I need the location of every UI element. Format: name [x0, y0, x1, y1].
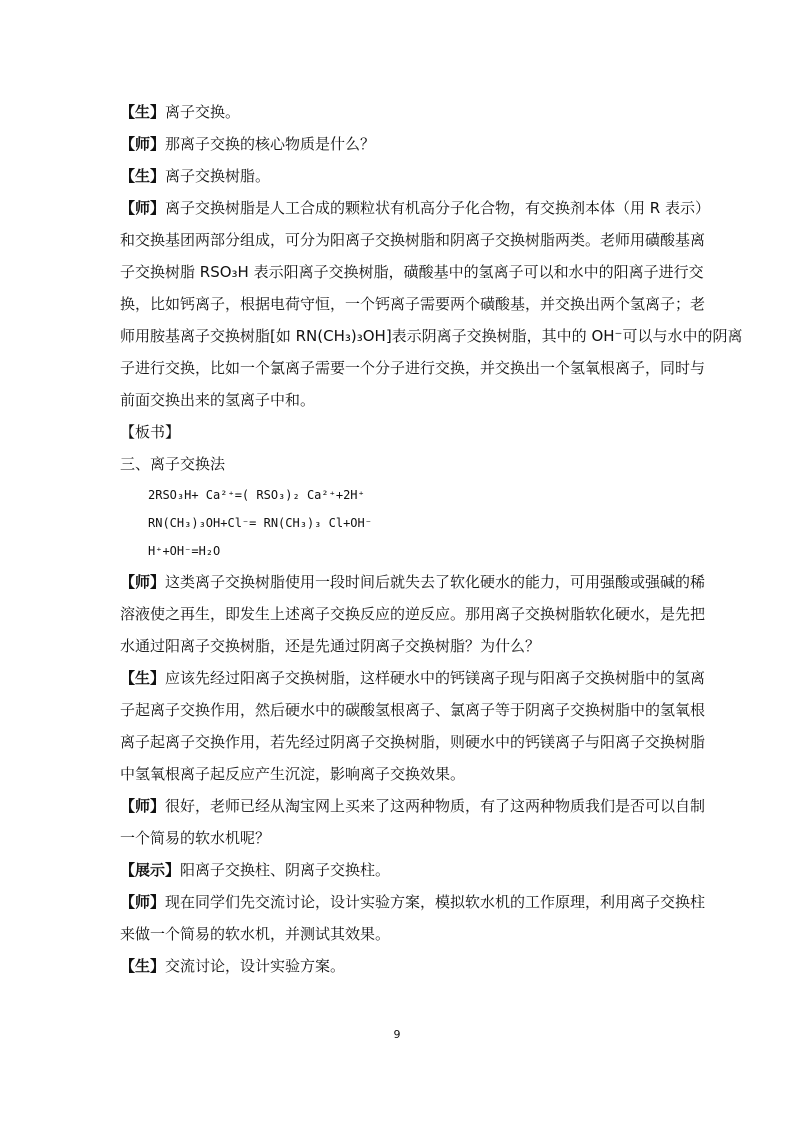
- dialogue-student-1: [120, 102, 240, 122]
- dialogue-show: [120, 860, 390, 880]
- dialogue-teacher-3: [120, 572, 705, 592]
- equation-3: H⁺+OH⁻=H₂O: [148, 544, 221, 558]
- dialogue-teacher-1: [120, 134, 375, 154]
- section-heading: 三、离子交换法: [120, 455, 226, 473]
- dialogue-text: 离子交换树脂。: [165, 167, 271, 185]
- paragraph-line: 子交换树脂 RSO₃H 表示阳离子交换树脂，磺酸基中的氢离子可以和水中的阳离子进行交: [120, 263, 704, 281]
- dialogue-text: 现在同学们先交流讨论，设计实验方案，模拟软水机的工作原理，利用离子交换柱: [165, 893, 706, 911]
- dialogue-teacher-4: [120, 796, 705, 816]
- dialogue-text: 离子交换树脂是人工合成的颗粒状有机高分子化合物，有交换剂本体（用 R 表示）: [165, 199, 710, 217]
- paragraph-line: 师用胺基离子交换树脂[如 RN(CH₃)₃OH]表示阴离子交换树脂，其中的 OH⁻可以与水中的阴离: [120, 327, 743, 345]
- role-label: 【生】: [120, 167, 166, 185]
- paragraph-line: 子起离子交换作用，然后硬水中的碳酸氢根离子、氯离子等于阴离子交换树脂中的氢氧根: [120, 701, 706, 719]
- dialogue-text: 那离子交换的核心物质是什么？: [165, 135, 376, 153]
- paragraph-line: 子进行交换，比如一个氯离子需要一个分子进行交换，并交换出一个氢氧根离子，同时与: [120, 359, 706, 377]
- dialogue-teacher-5: [120, 892, 705, 912]
- paragraph-line: 前面交换出来的氢离子中和。: [120, 391, 316, 409]
- role-label: 【生】: [120, 669, 166, 687]
- role-label: 【师】: [120, 893, 166, 911]
- role-label: 【生】: [120, 957, 166, 975]
- dialogue-text: 很好，老师已经从淘宝网上买来了这两种物质，有了这两种物质我们是否可以自制: [165, 797, 706, 815]
- role-label: 【师】: [120, 797, 166, 815]
- dialogue-student-2: [120, 166, 270, 186]
- paragraph-line: 一个简易的软水机呢？: [120, 829, 271, 847]
- dialogue-text: 这类离子交换树脂使用一段时间后就失去了软化硬水的能力，可用强酸或强碱的稀: [165, 573, 706, 591]
- role-label: 【师】: [120, 573, 166, 591]
- equation-2: RN(CH₃)₃OH+Cl⁻= RN(CH₃)₃ Cl+OH⁻: [148, 516, 372, 530]
- dialogue-teacher-2: [120, 198, 710, 218]
- page-number: 9: [393, 1028, 401, 1041]
- dialogue-text: 离子交换。: [165, 103, 241, 121]
- role-label: 【展示】: [120, 861, 181, 879]
- role-label: 【师】: [120, 135, 166, 153]
- paragraph-line: 水通过阳离子交换树脂，还是先通过阴离子交换树脂？为什么？: [120, 637, 541, 655]
- paragraph-line: 和交换基团两部分组成，可分为阳离子交换树脂和阴离子交换树脂两类。老师用磺酸基离: [120, 231, 706, 249]
- equation-1: 2RSO₃H+ Ca²⁺=( RSO₃)₂ Ca²⁺+2H⁺: [148, 488, 365, 502]
- dialogue-text: 交流讨论，设计实验方案。: [165, 957, 346, 975]
- paragraph-line: 来做一个简易的软水机，并测试其效果。: [120, 925, 391, 943]
- dialogue-student-4: [120, 956, 345, 976]
- paragraph-line: 换，比如钙离子，根据电荷守恒，一个钙离子需要两个磺酸基，并交换出两个氢离子；老: [120, 295, 706, 313]
- paragraph-line: 溶液使之再生，即发生上述离子交换反应的逆反应。那用离子交换树脂软化硬水，是先把: [120, 605, 706, 623]
- paragraph-line: 中氢氧根离子起反应产生沉淀，影响离子交换效果。: [120, 765, 466, 783]
- paragraph-line: 离子起离子交换作用，若先经过阴离子交换树脂，则硬水中的钙镁离子与阳离子交换树脂: [120, 733, 706, 751]
- dialogue-student-3: [120, 668, 705, 688]
- blackboard-label: 【板书】: [120, 423, 181, 441]
- role-label: 【师】: [120, 199, 166, 217]
- dialogue-text: 阳离子交换柱、阴离子交换柱。: [180, 861, 391, 879]
- dialogue-text: 应该先经过阳离子交换树脂，这样硬水中的钙镁离子现与阳离子交换树脂中的氢离: [165, 669, 706, 687]
- role-label: 【生】: [120, 103, 166, 121]
